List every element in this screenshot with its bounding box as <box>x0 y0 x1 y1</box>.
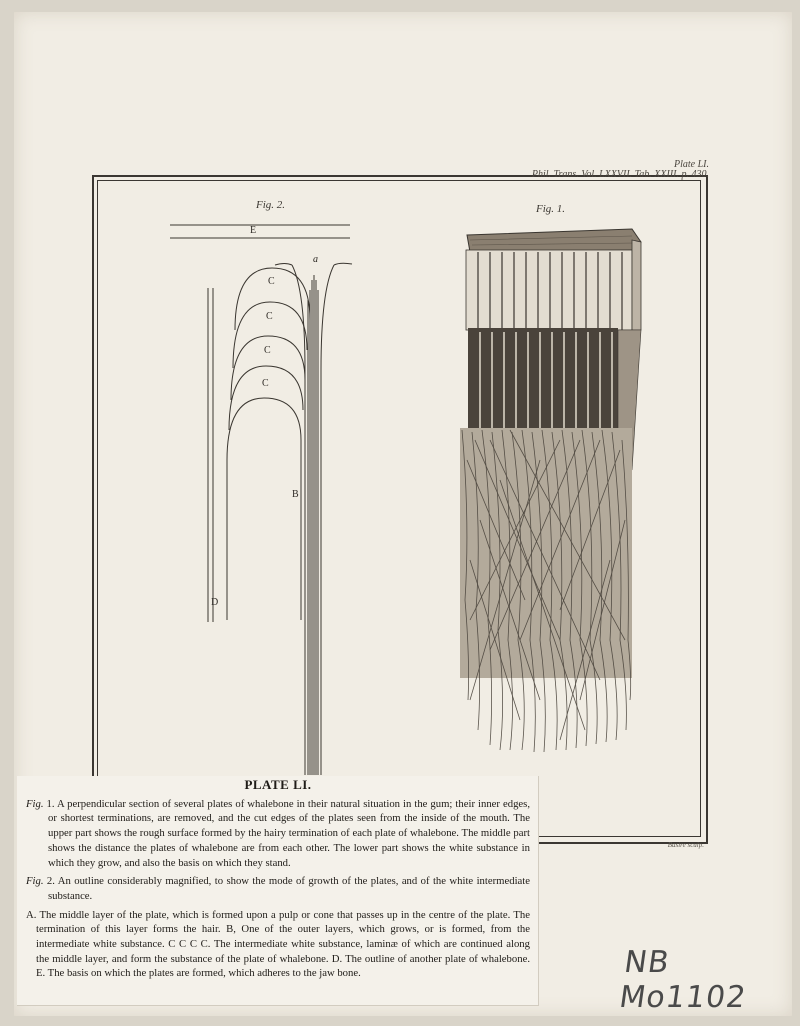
letter-C-2: C <box>266 311 273 322</box>
letter-C-1: C <box>268 276 275 287</box>
letter-E: E <box>250 225 257 236</box>
letter-a: a <box>313 254 318 265</box>
fig1-label: Fig. 1. <box>536 203 566 215</box>
engraver-credit: Basire sculp. <box>667 841 704 849</box>
caption-fig2 <box>26 874 530 903</box>
fig2-label: Fig. 2. <box>256 199 286 211</box>
fig2-description: An outline considerably magnified, to show the mode of growth of the plates, and of the white intermediate substance. <box>48 875 530 902</box>
caption-title: PLATE LI. <box>244 777 312 792</box>
letter-C-4: C <box>262 378 269 389</box>
fig1-diagram <box>460 229 641 752</box>
caption-fig1 <box>26 797 530 871</box>
plate-number: Plate LI. <box>674 159 709 170</box>
caption-legend: A. The middle layer of the plate, which is formed upon a pulp or cone that passes up in the centre of the plate. The termination of this layer forms the hair. B, One of the outer layers, which grows, or is formed, from the intermediate white substance. C C C C. The intermediate white substance, laminæ of which are continued along the middle layer, and form the substance of the plate of whalebone. D. The outline of another plate of whalebone. E. The basis on which the plates are formed, which adheres to the jaw bone. <box>26 908 530 980</box>
handwritten-note: NB Mo1102 <box>617 945 749 1015</box>
fig1-description: A perpendicular section of several plates of whalebone in their natural situation in the gum; their inner edges, or shortest terminations, are removed, and the cut edges of the plates seen from the inside of the mouth. The upper part shows the rough surface formed by the hairy termination of each plate of whalebone. The middle part shows the distance the plates of whalebone are from each other. The lower part shows the white substance in which they grow, and also the basis on which they stand. <box>48 797 531 869</box>
fig1-number: 1. <box>46 797 55 810</box>
fig1-prefix: Fig. <box>26 797 44 810</box>
fig2-number: 2. <box>46 875 55 888</box>
letter-C-3: C <box>264 345 271 356</box>
letter-B: B <box>292 489 299 500</box>
letter-D: D <box>211 597 219 608</box>
fig2-diagram <box>170 225 352 775</box>
caption-panel <box>17 776 539 1006</box>
fig2-prefix: Fig. <box>26 875 44 888</box>
journal-reference: Phil. Trans. Vol. LXXVII. Tab. XXIII. p. 430. <box>531 169 709 180</box>
